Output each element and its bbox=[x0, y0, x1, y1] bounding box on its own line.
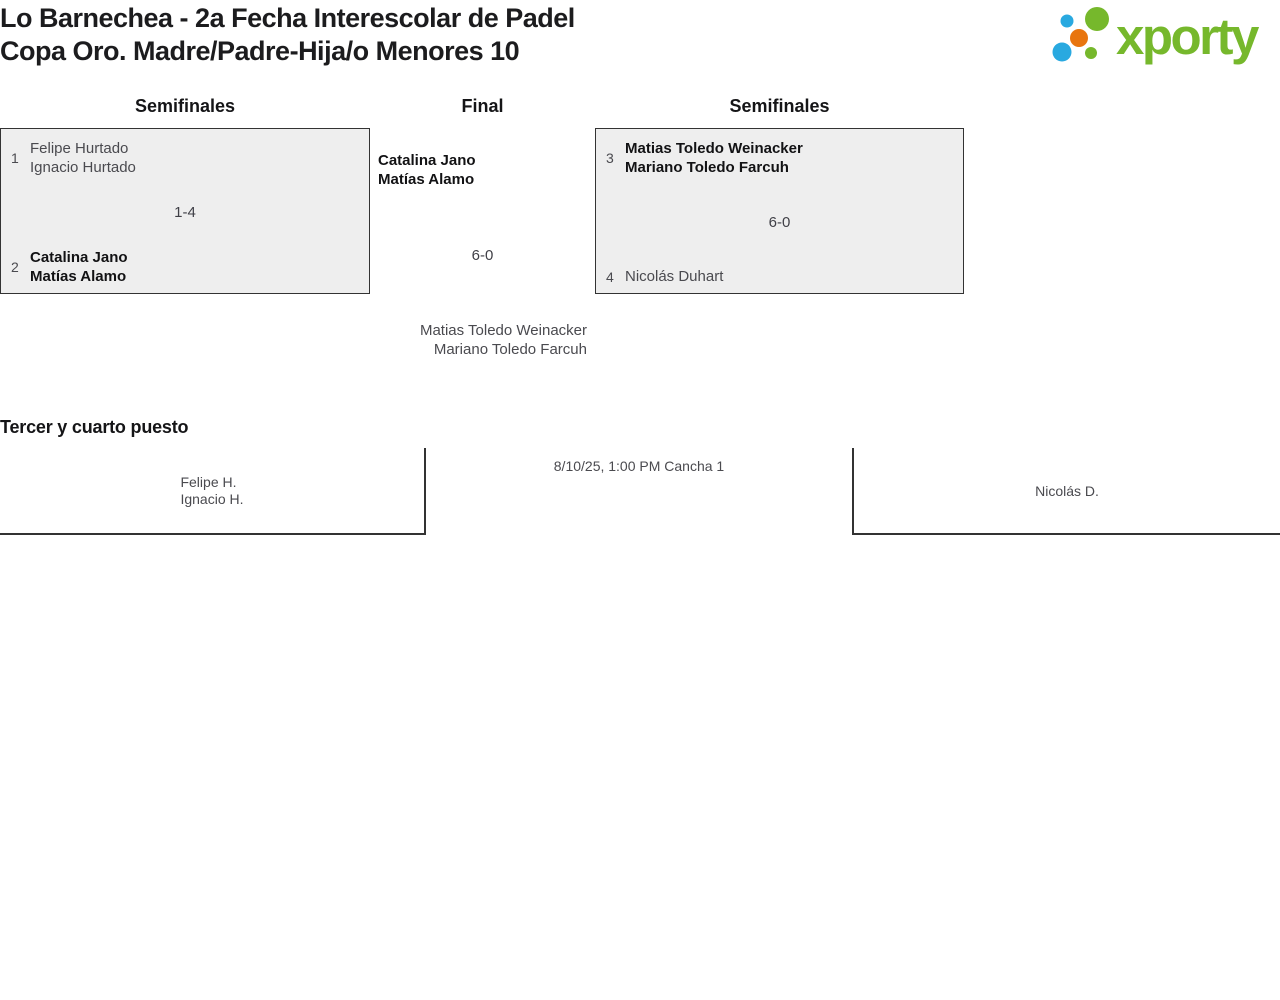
match-box-semifinal-right bbox=[595, 128, 964, 294]
page-title-line2: Copa Oro. Madre/Padre-Hija/o Menores 10 bbox=[0, 36, 520, 66]
player-name: Matías Alamo bbox=[30, 268, 127, 285]
team-players bbox=[625, 267, 723, 286]
seed-number: 4 bbox=[606, 268, 614, 285]
player-name: Felipe H. bbox=[180, 473, 237, 490]
player-name: Matías Alamo bbox=[378, 171, 475, 188]
player-name: Catalina Jano bbox=[378, 152, 476, 169]
final-loser-team bbox=[370, 321, 587, 359]
player-name: Nicolás D. bbox=[1035, 482, 1099, 499]
seed-number: 1 bbox=[11, 150, 19, 166]
match-box-semifinal-left bbox=[0, 128, 370, 294]
round-header-final: Final bbox=[461, 96, 504, 116]
page-title-line1: Lo Barnechea - 2a Fecha Interescolar de Padel bbox=[0, 3, 575, 33]
round-header-semifinales-left: Semifinales bbox=[134, 96, 236, 116]
third-place-bracket bbox=[0, 448, 1280, 535]
team-players bbox=[30, 248, 128, 286]
final-score: 6-0 bbox=[471, 247, 494, 264]
player-name: Ignacio Hurtado bbox=[30, 159, 136, 176]
third-place-heading: Tercer y cuarto puesto bbox=[0, 417, 189, 437]
xporty-logo-text: xporty bbox=[1116, 8, 1257, 65]
xporty-logo-icon bbox=[1048, 3, 1274, 67]
team-row bbox=[9, 139, 361, 177]
round-header-semifinales-right: Semifinales bbox=[729, 96, 830, 116]
third-place-schedule: 8/10/25, 1:00 PM Cancha 1 bbox=[553, 458, 725, 474]
final-winner-team bbox=[378, 151, 476, 189]
player-name: Felipe Hurtado bbox=[30, 140, 129, 157]
third-place-right-slot bbox=[852, 448, 1280, 535]
team-players bbox=[30, 139, 136, 177]
seed-number: 3 bbox=[606, 150, 614, 166]
player-name: Ignacio H. bbox=[180, 490, 244, 507]
team-row bbox=[604, 139, 955, 177]
page-title bbox=[0, 2, 575, 68]
xporty-logo[interactable] bbox=[1048, 3, 1274, 72]
team-row bbox=[9, 248, 361, 286]
player-name: Mariano Toledo Farcuh bbox=[433, 341, 587, 358]
team-row bbox=[604, 267, 955, 286]
player-name: Catalina Jano bbox=[30, 249, 128, 266]
third-place-left-slot bbox=[0, 448, 426, 535]
player-name: Matias Toledo Weinacker bbox=[419, 322, 587, 339]
match-score: 1-4 bbox=[174, 204, 196, 221]
seed-number: 2 bbox=[11, 259, 19, 275]
team-players bbox=[625, 139, 803, 177]
match-score: 6-0 bbox=[768, 213, 791, 231]
player-name: Matias Toledo Weinacker bbox=[625, 140, 803, 157]
player-name: Mariano Toledo Farcuh bbox=[625, 159, 789, 176]
player-name: Nicolás Duhart bbox=[625, 268, 724, 285]
team-players bbox=[180, 474, 243, 508]
